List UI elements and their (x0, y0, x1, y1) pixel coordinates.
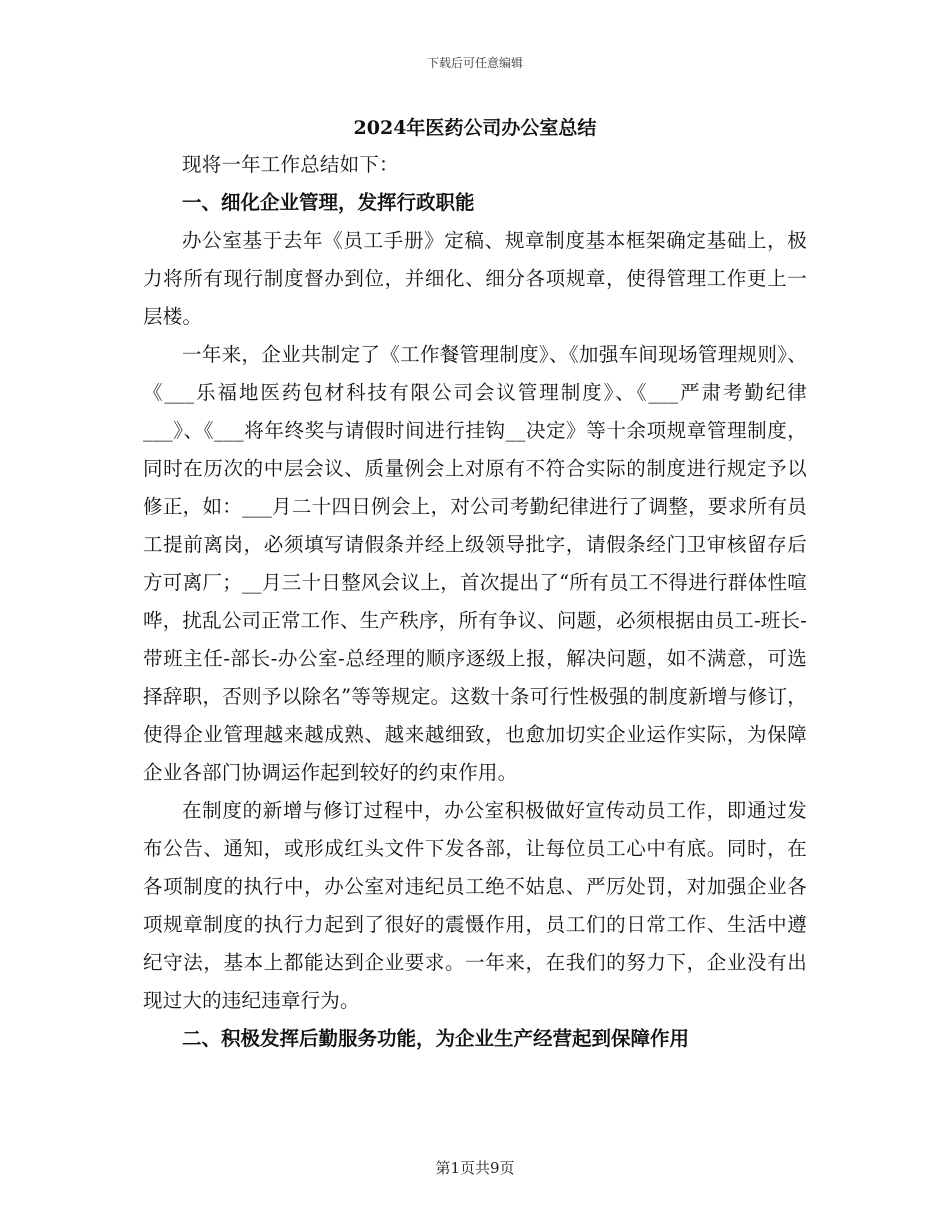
header-note: 下载后可任意编辑 (426, 56, 523, 70)
body-paragraph-3: 在制度的新增与修订过程中，办公室积极做好宣传动员工作，即通过发布公告、通知，或形成红头文件下发各部，让每位员工心中有底。同时，在各项制度的执行中，办公室对违纪员工绝不姑息、严厉处罚，对加强企业各项规章制度的执行力起到了很好的震慑作用，员工们的日常工作、生活中遵纪守法，基本上都能达到企业要求。一年来，在我们的努力下，企业没有出现过大的违纪违章行为。 (143, 799, 807, 1012)
intro-paragraph: 现将一年工作总结如下： (182, 153, 399, 176)
section-heading-2: 二、积极发挥后勤服务功能，为企业生产经营起到保障作用 (182, 1027, 690, 1050)
body-paragraph-2: 一年来，企业共制定了《工作餐管理制度》、《加强车间现场管理规则》、《___乐福地医药包材科技有限公司会议管理制度》、《___严肃考勤纪律___》、《___将年终奖与请假时间进行挂钩__决定》等十余项规章管理制度，同时在历次的中层会议、质量例会上对原有不符合实际的制度进行规定予以修正，如：___月二十四日例会上，对公司考勤纪律进行了调整，要求所有员工提前离岗，必须填写请假条并经上级领导批字，请假条经门卫审核留存后方可离厂；__月三十日整风会议上，首次提出了“所有员工不得进行群体性喧哗，扰乱公司正常工作、生产秩序，所有争议、问题，必须根据由员工-班长-带班主任-部长-办公室-总经理的顺序逐级上报，解决问题，如不满意，可选择辞职，否则予以除名”等等规定。这数十条可行性极强的制度新增与修订，使得企业管理越来越成熟、越来越细致，也愈加切实企业运作实际，为保障企业各部门协调运作起到较好的约束作用。 (143, 343, 807, 784)
page-number: 第1页共9页 (435, 1159, 515, 1177)
document-title: 2024年医药公司办公室总结 (353, 117, 597, 139)
body-paragraph-1: 办公室基于去年《员工手册》定稿、规章制度基本框架确定基础上，极力将所有现行制度督办到位，并细化、细分各项规章，使得管理工作更上一层楼。 (143, 229, 807, 328)
document-body (143, 110, 807, 1058)
section-heading-1: 一、细化企业管理，发挥行政职能 (182, 191, 475, 214)
